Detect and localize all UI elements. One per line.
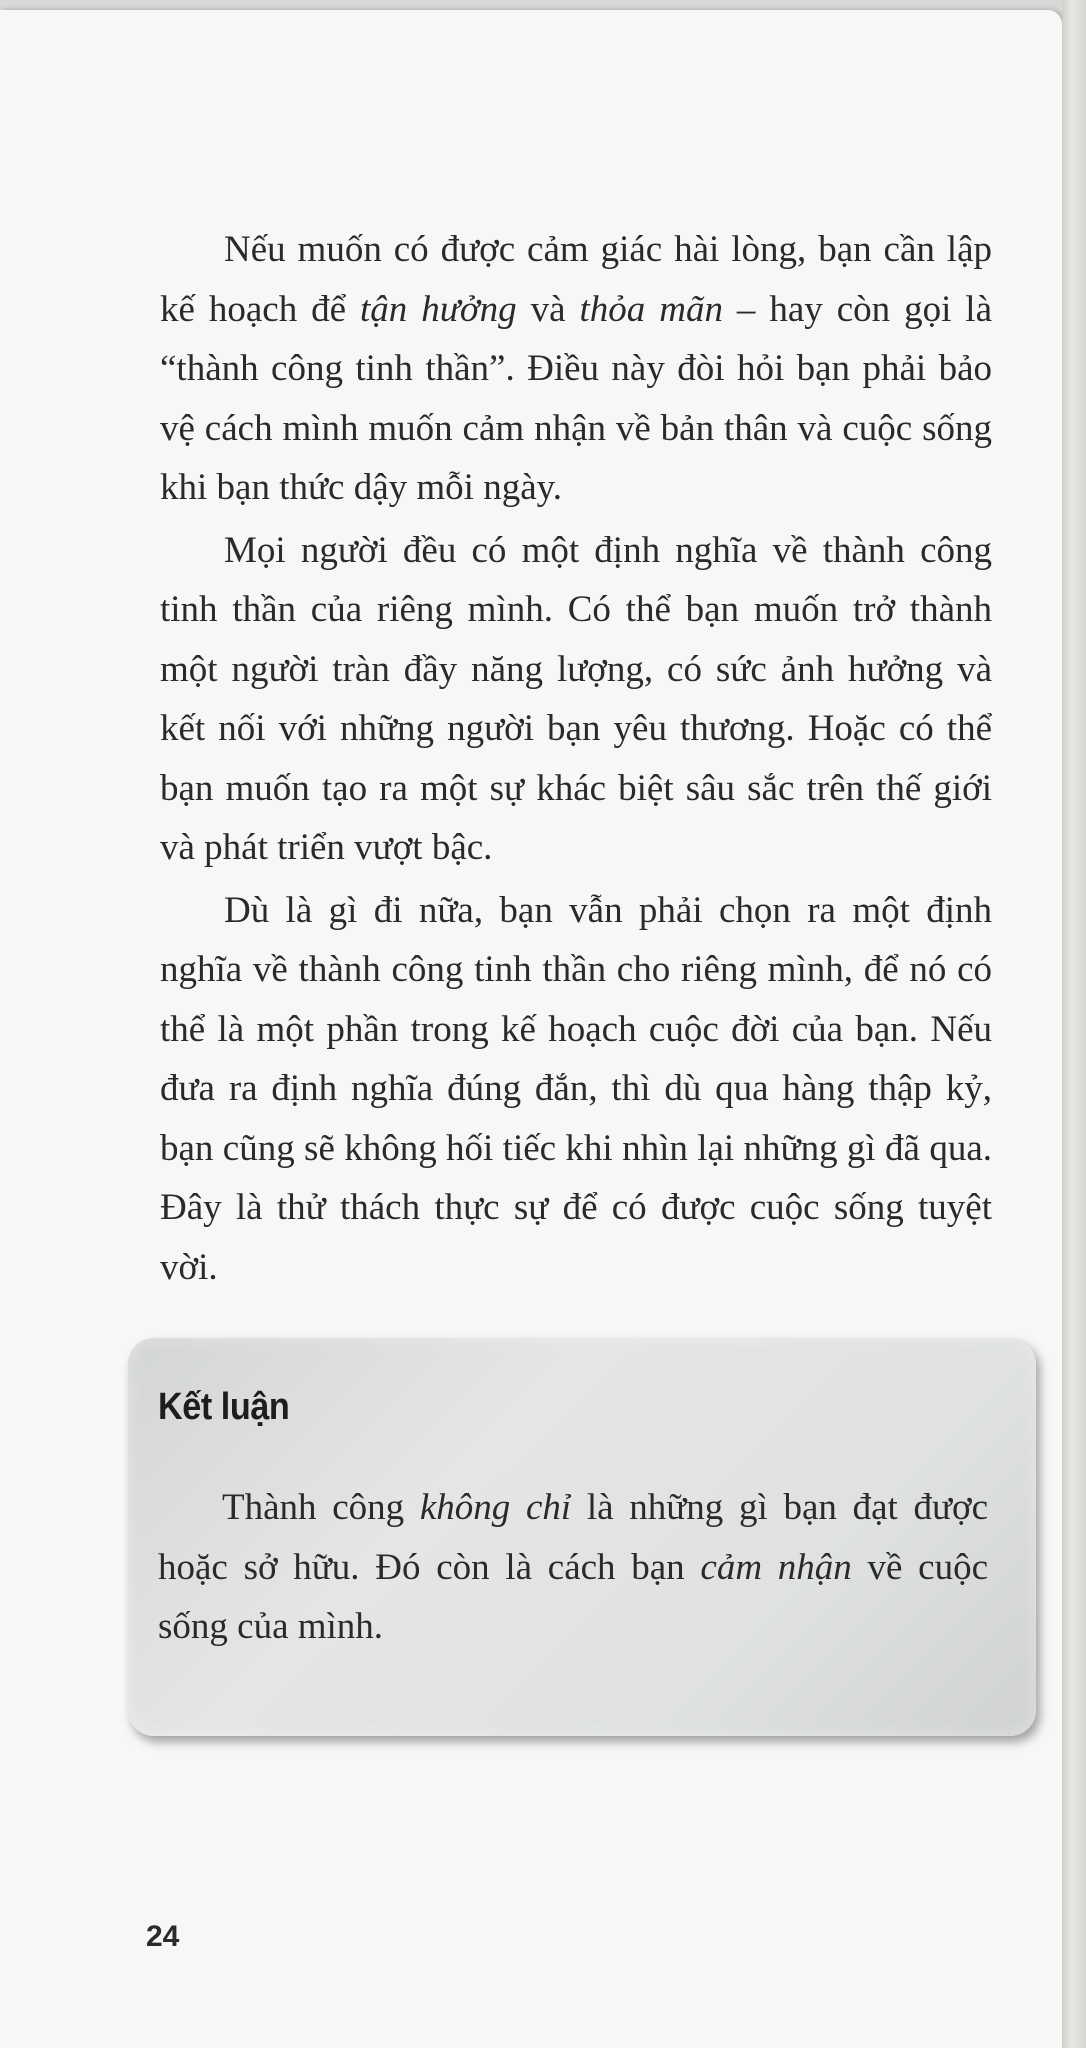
paragraph-3: [160, 881, 992, 1298]
main-text: [160, 220, 992, 1300]
text-segment: là những gì bạn đạt được hoặc sở hữu. Đó còn là cách bạn: [158, 1487, 989, 1588]
page-edge: [1062, 0, 1086, 2048]
text-segment: về cuộc sống của mình.: [158, 1546, 988, 1647]
text-segment: Thành công: [222, 1487, 420, 1528]
text-segment: Nếu muốn có được cảm giác hài lòng, bạn cần lập kế hoạch để: [160, 229, 992, 330]
paragraph-1: [160, 220, 992, 518]
italic-segment: thỏa mãn: [579, 288, 723, 330]
conclusion-text: [158, 1478, 988, 1657]
text-segment: Dù là gì đi nữa, bạn vẫn phải chọn ra một định nghĩa về thành công tinh thần cho riêng mình, để nó có thể là một phần trong kế hoạch cuộc đời của bạn. Nếu đưa ra định nghĩa đúng đắn, thì dù qua hàng thập kỷ, bạn cũng sẽ không hối tiếc khi nhìn lại những gì đã qua. Đây là thử thách thực sự để có được cuộc sống tuyệt vời.: [160, 889, 992, 1288]
italic-segment: tận hưởng: [360, 288, 517, 330]
text-segment: – hay còn gọi là “thành công tinh thần”. Điều này đòi hỏi bạn phải bảo vệ cách mình muốn cảm nhận về bản thân và cuộc sống khi bạn thức dậy mỗi ngày.: [160, 288, 992, 508]
text-segment: Mọi người đều có một định nghĩa về thành công tinh thần của riêng mình. Có thể bạn muốn trở thành một người tràn đầy năng lượng, có sức ảnh hưởng và kết nối với những người bạn yêu thương. Hoặc có thể bạn muốn tạo ra một sự khác biệt sâu sắc trên thế giới và phát triển vượt bậc.: [160, 529, 992, 868]
page-number: 24: [146, 1920, 180, 1953]
conclusion-title: Kết luận: [158, 1386, 290, 1428]
book-page: [0, 10, 1062, 2048]
paragraph-2: [160, 521, 992, 878]
text-segment: và: [516, 288, 580, 330]
italic-segment: không chỉ: [419, 1487, 572, 1528]
italic-segment: cảm nhận: [700, 1546, 852, 1588]
conclusion-box: [128, 1338, 1036, 1736]
